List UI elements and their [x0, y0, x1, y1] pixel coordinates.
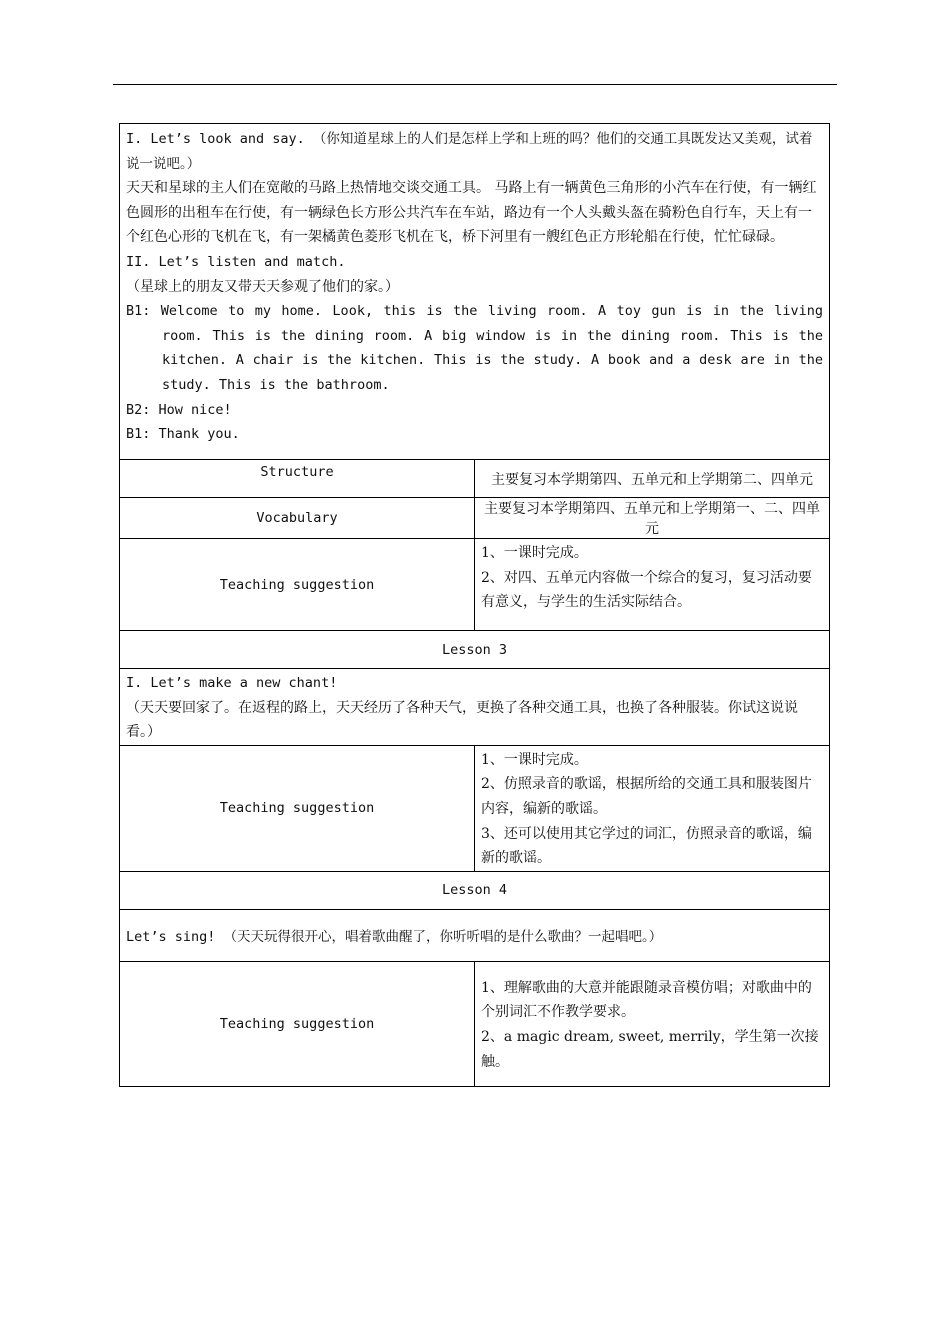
intro-cell: [120, 124, 830, 460]
teaching-value-2: [475, 745, 830, 871]
lesson-4-text: Let’s sing! （天天玩得很开心，唱着歌曲醒了，你听听唱的是什么歌曲？一起唱吧。）: [126, 929, 663, 946]
lesson-plan-table: [119, 123, 830, 1087]
teaching-value-1: [475, 539, 830, 631]
lesson-3-content: [120, 669, 830, 746]
lesson-3-heading-row: [120, 631, 830, 669]
lesson-3-content-row: [120, 669, 830, 746]
dialogue-b3: B1: Thank you.: [126, 426, 240, 443]
intro-paragraph: 天天和星球的主人们在宽敞的马路上热情地交谈交通工具。 马路上有一辆黄色三角形的小汽车在行使，有一辆红色圆形的出租车在行使，有一辆绿色长方形公共汽车在车站，路边有一个人头戴头盔在骑粉色自行车，天上有一个红色心形的飞机在飞，有一架橘黄色菱形飞机在飞，桥下河里有一艘红色正方形轮船在行使，忙忙碌碌。: [126, 180, 817, 246]
teaching-2-item-3: 3、还可以使用其它学过的词汇，仿照录音的歌谣，编新的歌谣。: [481, 825, 812, 867]
dialogue-b2: B2: How nice!: [126, 401, 232, 418]
dialogue-b1: B1: Welcome to my home. Look, this is the living room. A toy gun is in the living room. This is the dining room. A big window is in the dining room. This is the kitchen. A chair is the kitchen. This is the study. A book and a desk are in the study. This is the bathroom.: [126, 303, 823, 393]
teaching-label-1: Teaching suggestion: [120, 539, 475, 631]
header-rule: [113, 84, 837, 85]
lesson-4-heading-row: [120, 871, 830, 909]
vocabulary-label: Vocabulary: [120, 498, 475, 539]
structure-label: Structure: [120, 460, 475, 498]
teaching-label-2: Teaching suggestion: [120, 745, 475, 871]
lesson-4-line-1: [120, 909, 830, 961]
teaching-row-3: [120, 961, 830, 1086]
intro-line-3: （星球上的朋友又带天天参观了他们的家。）: [126, 278, 399, 295]
teaching-row-2: [120, 745, 830, 871]
teaching-label-3: Teaching suggestion: [120, 961, 475, 1086]
teaching-value-3: [475, 961, 830, 1086]
lesson-3-line-1: I. Let’s make a new chant!: [126, 675, 338, 691]
vocabulary-value: 主要复习本学期第四、五单元和上学期第一、二、四单元: [475, 498, 830, 539]
teaching-1-item-1: 1、一课时完成。: [481, 545, 588, 561]
intro-line-1: I. Let’s look and say. （你知道星球上的人们是怎样上学和上班的吗？他们的交通工具既发达又美观，试着说一说吧。）: [126, 131, 813, 172]
vocabulary-row: [120, 498, 830, 539]
lesson-4-content-row: [120, 909, 830, 961]
structure-value: 主要复习本学期第四、五单元和上学期第二、四单元: [475, 460, 830, 498]
intro-content: [126, 124, 823, 459]
intro-line-2: II. Let’s listen and match.: [126, 253, 346, 270]
teaching-row-1: [120, 539, 830, 631]
teaching-1-item-2: 2、对四、五单元内容做一个综合的复习，复习活动要有意义，与学生的生活实际结合。: [481, 569, 812, 611]
intro-row: [120, 124, 830, 460]
lesson-3-title: Lesson 3: [120, 631, 830, 669]
lesson-3-line-2: （天天要回家了。在返程的路上，天天经历了各种天气，更换了各种交通工具，也换了各种服装。你试这说说看。）: [126, 699, 798, 741]
teaching-3-item-2: 2、a magic dream, sweet, merrily，学生第一次接触。: [481, 1028, 819, 1070]
teaching-2-item-1: 1、一课时完成。: [481, 751, 588, 768]
teaching-3-item-1: 1、理解歌曲的大意并能跟随录音模仿唱；对歌曲中的个别词汇不作教学要求。: [481, 979, 812, 1021]
teaching-2-item-2: 2、仿照录音的歌谣，根据所给的交通工具和服装图片内容，编新的歌谣。: [481, 776, 812, 817]
lesson-4-title: Lesson 4: [120, 871, 830, 909]
structure-row: [120, 460, 830, 498]
